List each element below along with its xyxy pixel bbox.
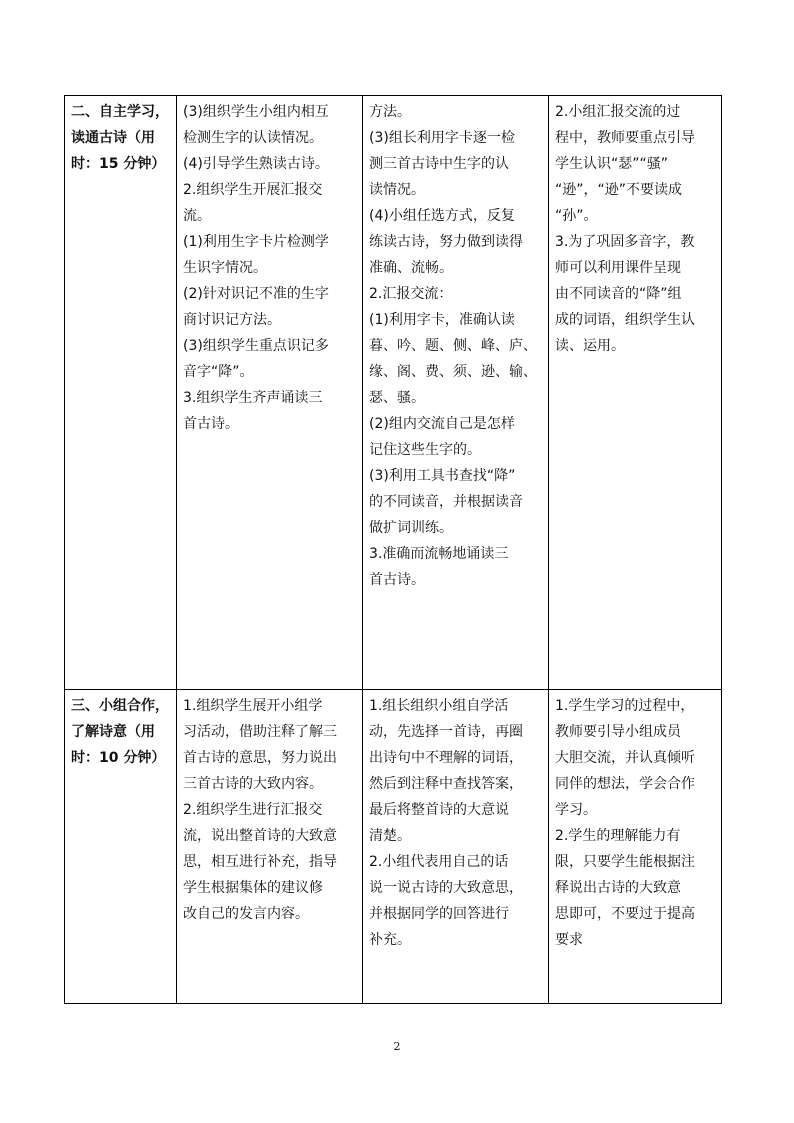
- text-line: 3.准确而流畅地诵读三: [369, 546, 509, 562]
- lesson-plan-table: [64, 95, 722, 1004]
- text-line: 3.为了巩固多音字，教: [555, 234, 695, 250]
- text-line: 学生根据集体的建议修: [183, 880, 323, 896]
- text-line: 2.学生的理解能力有: [555, 828, 681, 844]
- text-line: 1.组长组织小组自学活: [369, 698, 509, 714]
- text-line: 时：10 分钟）: [71, 750, 166, 766]
- text-line: (3)利用工具书查找“降”: [369, 468, 516, 484]
- text-line: 释说出古诗的大致意: [555, 880, 681, 896]
- table-row: [65, 96, 722, 690]
- text-line: 首古诗。: [369, 572, 425, 588]
- text-line: 动，先选择一首诗，再圈: [369, 724, 523, 740]
- text-line: 补充。: [369, 932, 411, 948]
- text-line: 学生认识“瑟”“骚”: [555, 156, 669, 172]
- text-line: 做扩词训练。: [369, 520, 453, 536]
- text-line: 2.小组汇报交流的过: [555, 104, 681, 120]
- table-row: [65, 690, 722, 1004]
- text-line: (2)组内交流自己是怎样: [369, 416, 515, 432]
- text-line: 二、自主学习，: [71, 104, 169, 120]
- text-line: 三、小组合作，: [71, 698, 169, 714]
- text-line: (4)小组任选方式，反复: [369, 208, 515, 224]
- text-line: 生识字情况。: [183, 260, 267, 276]
- text-line: 记住这些生字的。: [369, 442, 481, 458]
- text-line: 检测生字的认读情况。: [183, 130, 323, 146]
- text-line: 流。: [183, 208, 211, 224]
- text-line: 改自己的发言内容。: [183, 906, 309, 922]
- text-line: 思即可，不要过于提高: [555, 906, 695, 922]
- text-line: 缘、阁、费、须、逊、输、: [369, 364, 537, 380]
- student-activity-cell: [363, 96, 549, 690]
- text-line: 了解诗意（用: [71, 724, 155, 740]
- teacher-activity-cell: [177, 96, 363, 690]
- text-line: 学习。: [555, 802, 597, 818]
- text-line: 大胆交流，并认真倾听: [555, 750, 695, 766]
- text-line: 限，只要学生能根据注: [555, 854, 695, 870]
- text-line: 教师要引导小组成员: [555, 724, 681, 740]
- text-line: 然后到注释中查找答案，: [369, 776, 523, 792]
- text-line: 流，说出整首诗的大致意: [183, 828, 337, 844]
- text-line: 清楚。: [369, 828, 411, 844]
- text-line: 同伴的想法，学会合作: [555, 776, 695, 792]
- text-line: (4)引导学生熟读古诗。: [183, 156, 329, 172]
- text-line: 读通古诗（用: [71, 130, 155, 146]
- stage-cell: [65, 690, 177, 1004]
- design-notes-cell: [549, 96, 722, 690]
- text-line: (3)组长利用字卡逐一检: [369, 130, 515, 146]
- text-line: 读、运用。: [555, 338, 625, 354]
- text-line: 练读古诗，努力做到读得: [369, 234, 523, 250]
- text-line: 1.组织学生展开小组学: [183, 698, 323, 714]
- text-line: (3)组织学生重点识记多: [183, 338, 329, 354]
- text-line: 并根据同学的回答进行: [369, 906, 509, 922]
- text-line: 1.学生学习的过程中，: [555, 698, 695, 714]
- text-line: “逊”，“逊”不要读成: [555, 182, 683, 198]
- text-line: 首古诗的意思，努力说出: [183, 750, 337, 766]
- design-notes-cell: [549, 690, 722, 1004]
- text-line: (1)利用生字卡片检测学: [183, 234, 329, 250]
- text-line: 由不同读音的“降”组: [555, 286, 682, 302]
- text-line: 暮、吟、题、侧、峰、庐、: [369, 338, 537, 354]
- text-line: 师可以利用课件呈现: [555, 260, 681, 276]
- text-line: 2.组织学生进行汇报交: [183, 802, 323, 818]
- text-line: 思，相互进行补充，指导: [183, 854, 337, 870]
- text-line: (2)针对识记不准的生字: [183, 286, 329, 302]
- text-line: 三首古诗的大致内容。: [183, 776, 323, 792]
- text-line: 瑟、骚。: [369, 390, 425, 406]
- text-line: 2.汇报交流：: [369, 286, 453, 302]
- text-line: 读情况。: [369, 182, 425, 198]
- text-line: 方法。: [369, 104, 411, 120]
- text-line: 商讨识记方法。: [183, 312, 281, 328]
- text-line: 的不同读音，并根据读音: [369, 494, 523, 510]
- text-line: 准确、流畅。: [369, 260, 453, 276]
- text-line: 最后将整首诗的大意说: [369, 802, 509, 818]
- text-line: 测三首古诗中生字的认: [369, 156, 509, 172]
- text-line: (3)组织学生小组内相互: [183, 104, 329, 120]
- text-line: 2.组织学生开展汇报交: [183, 182, 323, 198]
- text-line: 成的词语，组织学生认: [555, 312, 695, 328]
- text-line: 习活动，借助注释了解三: [183, 724, 337, 740]
- page-number: 2: [393, 1040, 401, 1053]
- text-line: 出诗句中不理解的词语，: [369, 750, 523, 766]
- text-line: 2.小组代表用自己的话: [369, 854, 509, 870]
- text-line: 首古诗。: [183, 416, 239, 432]
- text-line: 3.组织学生齐声诵读三: [183, 390, 323, 406]
- teacher-activity-cell: [177, 690, 363, 1004]
- text-line: 要求: [555, 932, 583, 948]
- text-line: 音字“降”。: [183, 364, 254, 380]
- text-line: “孙”。: [555, 208, 598, 224]
- stage-cell: [65, 96, 177, 690]
- student-activity-cell: [363, 690, 549, 1004]
- text-line: 说一说古诗的大致意思，: [369, 880, 523, 896]
- text-line: 时：15 分钟）: [71, 156, 166, 172]
- text-line: 程中，教师要重点引导: [555, 130, 695, 146]
- text-line: (1)利用字卡，准确认读: [369, 312, 515, 328]
